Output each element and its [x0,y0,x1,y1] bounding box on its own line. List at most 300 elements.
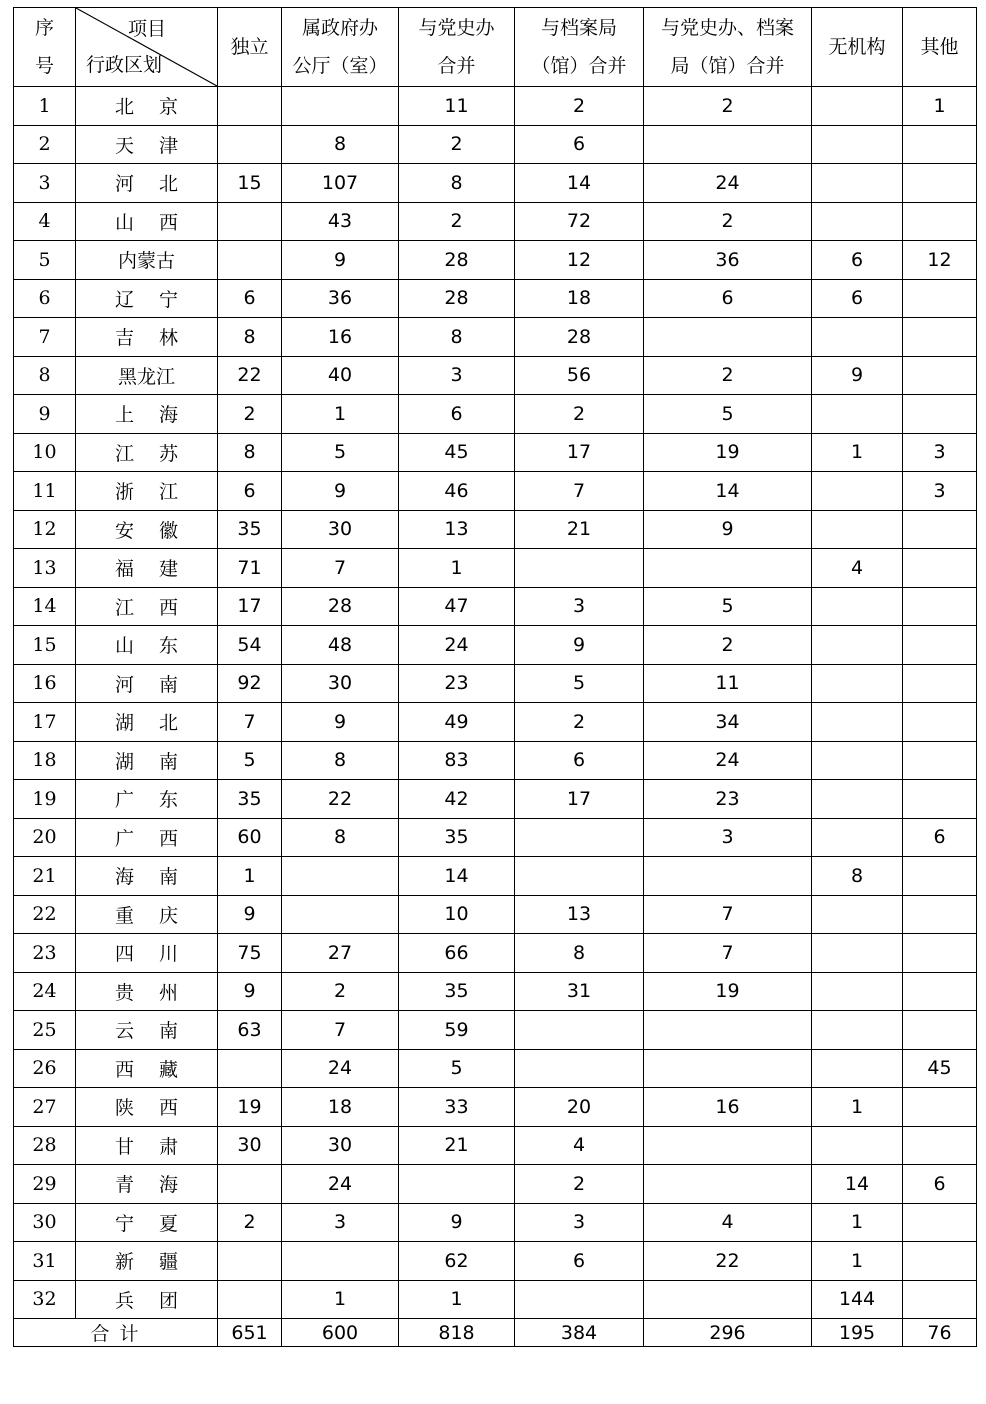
row-index: 23 [14,934,76,973]
table-row [14,241,977,280]
header-col-archives-line1: 与档案局 [540,17,617,39]
row-value-cell: 15 [218,164,282,203]
row-value-cell [515,818,644,857]
row-value-cell [282,895,399,934]
row-region: 海 南 [76,857,218,896]
header-col-no-agency [812,8,903,87]
row-value-cell: 4 [644,1203,812,1242]
table-row [14,1088,977,1127]
row-value-cell: 21 [399,1126,515,1165]
row-region: 宁 夏 [76,1203,218,1242]
total-label: 合 计 [14,1319,218,1347]
row-value-cell: 71 [218,549,282,588]
header-col-gov-office [282,8,399,87]
row-region: 甘 肃 [76,1126,218,1165]
row-value-cell [812,780,903,819]
row-index: 5 [14,241,76,280]
row-value-cell: 1 [399,1280,515,1319]
row-region: 北 京 [76,87,218,126]
table-row [14,664,977,703]
header-col-party-history-line2: 合并 [437,55,476,77]
row-value-cell: 75 [218,934,282,973]
row-value-cell [812,164,903,203]
row-value-cell: 36 [282,279,399,318]
row-value-cell: 16 [644,1088,812,1127]
row-value-cell: 45 [399,433,515,472]
row-value-cell: 2 [515,395,644,434]
row-region: 吉 林 [76,318,218,357]
row-value-cell [903,1088,977,1127]
table-row [14,1011,977,1050]
row-value-cell: 1 [218,857,282,896]
row-value-cell: 14 [515,164,644,203]
row-value-cell: 1 [812,1088,903,1127]
row-value-cell [903,934,977,973]
total-cell: 195 [812,1319,903,1347]
row-value-cell [812,1126,903,1165]
row-index: 12 [14,510,76,549]
row-value-cell [515,1280,644,1319]
row-value-cell [218,241,282,280]
row-value-cell [218,1165,282,1204]
row-value-cell [218,125,282,164]
row-value-cell: 30 [218,1126,282,1165]
row-index: 20 [14,818,76,857]
row-value-cell: 6 [515,741,644,780]
row-index: 15 [14,626,76,665]
total-cell: 651 [218,1319,282,1347]
row-value-cell [812,87,903,126]
row-value-cell: 60 [218,818,282,857]
row-region: 贵 州 [76,972,218,1011]
header-diagonal-cell [76,8,218,87]
row-value-cell: 3 [903,472,977,511]
header-col-gov-office-line2: 公厅（室） [292,55,388,77]
row-value-cell: 63 [218,1011,282,1050]
row-value-cell: 23 [399,664,515,703]
row-value-cell: 46 [399,472,515,511]
row-region: 湖 南 [76,741,218,780]
row-value-cell: 27 [282,934,399,973]
table-row [14,125,977,164]
row-value-cell: 18 [282,1088,399,1127]
row-value-cell [903,279,977,318]
row-value-cell [812,395,903,434]
table-row [14,972,977,1011]
table-row [14,549,977,588]
table-row [14,87,977,126]
row-value-cell [812,626,903,665]
row-value-cell: 2 [218,1203,282,1242]
row-region: 山 东 [76,626,218,665]
row-value-cell: 54 [218,626,282,665]
row-value-cell [515,1049,644,1088]
row-value-cell [515,1011,644,1050]
header-col-party-history-line1: 与党史办 [418,17,495,39]
row-value-cell [903,626,977,665]
row-index: 9 [14,395,76,434]
row-value-cell [218,1242,282,1281]
row-region: 四 川 [76,934,218,973]
row-value-cell: 35 [218,780,282,819]
row-region: 黑龙江 [76,356,218,395]
row-value-cell [812,125,903,164]
row-value-cell: 1 [812,1242,903,1281]
row-value-cell [903,587,977,626]
table-row [14,1203,977,1242]
row-value-cell: 24 [282,1165,399,1204]
row-value-cell: 7 [282,549,399,588]
total-cell: 818 [399,1319,515,1347]
row-value-cell [812,818,903,857]
row-value-cell [903,202,977,241]
row-value-cell: 92 [218,664,282,703]
row-index: 2 [14,125,76,164]
row-value-cell: 62 [399,1242,515,1281]
row-value-cell: 5 [644,395,812,434]
row-value-cell: 22 [282,780,399,819]
row-value-cell: 19 [644,972,812,1011]
row-value-cell: 2 [218,395,282,434]
row-value-cell: 9 [282,241,399,280]
row-value-cell: 22 [218,356,282,395]
table-row [14,780,977,819]
row-value-cell [812,1049,903,1088]
row-index: 31 [14,1242,76,1281]
row-value-cell: 49 [399,703,515,742]
row-value-cell: 6 [218,472,282,511]
table-row [14,1165,977,1204]
row-value-cell: 1 [812,1203,903,1242]
row-value-cell [903,780,977,819]
row-value-cell [903,664,977,703]
row-value-cell: 3 [644,818,812,857]
table-row [14,510,977,549]
row-value-cell [812,202,903,241]
row-value-cell: 6 [399,395,515,434]
row-region: 内蒙古 [76,241,218,280]
row-value-cell: 2 [399,202,515,241]
row-region: 福 建 [76,549,218,588]
row-value-cell [903,356,977,395]
row-value-cell: 33 [399,1088,515,1127]
row-value-cell: 28 [399,279,515,318]
row-value-cell: 6 [644,279,812,318]
row-value-cell: 7 [515,472,644,511]
header-col-other-text: 其他 [920,36,959,58]
row-region: 天 津 [76,125,218,164]
row-value-cell: 16 [282,318,399,357]
row-value-cell: 2 [644,202,812,241]
row-value-cell: 8 [812,857,903,896]
row-value-cell: 3 [399,356,515,395]
row-value-cell: 43 [282,202,399,241]
header-seq-line1: 序 [34,17,54,39]
row-value-cell: 2 [515,1165,644,1204]
row-value-cell: 18 [515,279,644,318]
row-value-cell: 45 [903,1049,977,1088]
header-col-party-archives-line1: 与党史办、档案 [660,17,794,39]
row-value-cell [644,1049,812,1088]
row-value-cell [282,87,399,126]
row-value-cell: 34 [644,703,812,742]
row-value-cell: 6 [903,1165,977,1204]
row-value-cell [218,202,282,241]
total-row [14,1319,977,1347]
row-value-cell: 2 [644,87,812,126]
row-value-cell: 31 [515,972,644,1011]
row-value-cell: 9 [515,626,644,665]
row-value-cell: 22 [644,1242,812,1281]
row-value-cell: 17 [218,587,282,626]
header-row [14,8,977,87]
row-value-cell: 5 [218,741,282,780]
row-value-cell: 14 [812,1165,903,1204]
row-value-cell: 1 [282,1280,399,1319]
row-value-cell [644,1165,812,1204]
row-value-cell: 42 [399,780,515,819]
table-row [14,164,977,203]
row-index: 10 [14,433,76,472]
header-col-independent-text: 独立 [230,36,269,58]
row-value-cell: 8 [399,318,515,357]
row-region: 辽 宁 [76,279,218,318]
row-index: 13 [14,549,76,588]
row-index: 29 [14,1165,76,1204]
row-value-cell: 14 [644,472,812,511]
row-value-cell: 13 [515,895,644,934]
row-region: 安 徽 [76,510,218,549]
row-value-cell [812,472,903,511]
row-value-cell: 8 [282,125,399,164]
row-value-cell [644,125,812,164]
row-value-cell: 30 [282,510,399,549]
row-value-cell: 10 [399,895,515,934]
row-value-cell [903,1011,977,1050]
table-row [14,1280,977,1319]
row-region: 重 庆 [76,895,218,934]
row-value-cell [903,1126,977,1165]
table-row [14,433,977,472]
row-value-cell: 56 [515,356,644,395]
header-col-independent [218,8,282,87]
row-value-cell: 20 [515,1088,644,1127]
row-value-cell: 8 [399,164,515,203]
row-value-cell: 17 [515,780,644,819]
row-value-cell [903,510,977,549]
row-value-cell [515,857,644,896]
row-index: 28 [14,1126,76,1165]
row-value-cell [812,895,903,934]
row-index: 32 [14,1280,76,1319]
row-region: 上 海 [76,395,218,434]
header-col-party-archives-line2: 局（馆）合并 [670,55,785,77]
row-value-cell [812,587,903,626]
row-value-cell [218,1280,282,1319]
row-value-cell [903,703,977,742]
row-value-cell [218,1049,282,1088]
row-value-cell: 40 [282,356,399,395]
row-value-cell: 24 [644,164,812,203]
row-value-cell: 9 [399,1203,515,1242]
row-value-cell [282,857,399,896]
row-value-cell: 107 [282,164,399,203]
row-value-cell: 36 [644,241,812,280]
row-value-cell: 9 [282,703,399,742]
row-value-cell: 1 [903,87,977,126]
table-row [14,934,977,973]
row-index: 8 [14,356,76,395]
row-value-cell [644,549,812,588]
row-region: 新 疆 [76,1242,218,1281]
row-region: 云 南 [76,1011,218,1050]
table-row [14,318,977,357]
row-value-cell [282,1242,399,1281]
row-region: 西 藏 [76,1049,218,1088]
table-row [14,1049,977,1088]
row-region: 江 苏 [76,433,218,472]
row-value-cell [644,857,812,896]
row-value-cell [903,857,977,896]
row-value-cell: 28 [399,241,515,280]
row-value-cell: 6 [515,125,644,164]
row-value-cell [903,1242,977,1281]
row-value-cell [812,664,903,703]
row-value-cell [812,703,903,742]
row-index: 16 [14,664,76,703]
header-col-other [903,8,977,87]
table-row [14,1242,977,1281]
row-value-cell [812,934,903,973]
row-value-cell [812,741,903,780]
row-value-cell: 47 [399,587,515,626]
row-value-cell: 11 [644,664,812,703]
table-row [14,857,977,896]
row-index: 18 [14,741,76,780]
header-col-party-history [399,8,515,87]
table-row [14,1126,977,1165]
row-index: 27 [14,1088,76,1127]
row-value-cell [644,318,812,357]
row-value-cell: 3 [515,1203,644,1242]
row-value-cell [903,1280,977,1319]
row-value-cell: 8 [515,934,644,973]
row-value-cell [903,741,977,780]
row-value-cell: 3 [282,1203,399,1242]
row-value-cell [903,125,977,164]
table-row [14,587,977,626]
row-value-cell [812,972,903,1011]
row-value-cell: 1 [812,433,903,472]
row-value-cell: 4 [515,1126,644,1165]
row-region: 山 西 [76,202,218,241]
row-value-cell: 3 [515,587,644,626]
row-index: 30 [14,1203,76,1242]
row-index: 11 [14,472,76,511]
row-region: 河 南 [76,664,218,703]
row-value-cell: 9 [812,356,903,395]
table-row [14,818,977,857]
row-value-cell: 48 [282,626,399,665]
row-region: 广 东 [76,780,218,819]
row-region: 湖 北 [76,703,218,742]
row-value-cell [812,1011,903,1050]
row-value-cell: 4 [812,549,903,588]
table-row [14,395,977,434]
row-value-cell: 9 [282,472,399,511]
row-value-cell: 23 [644,780,812,819]
row-index: 6 [14,279,76,318]
row-value-cell: 6 [812,241,903,280]
row-value-cell [399,1165,515,1204]
row-value-cell: 6 [903,818,977,857]
row-value-cell: 5 [515,664,644,703]
row-value-cell: 13 [399,510,515,549]
header-seq-line2: 号 [34,55,54,77]
row-value-cell: 9 [644,510,812,549]
row-value-cell: 59 [399,1011,515,1050]
row-value-cell: 8 [218,433,282,472]
row-value-cell: 21 [515,510,644,549]
row-value-cell: 19 [218,1088,282,1127]
row-value-cell [903,972,977,1011]
row-value-cell: 6 [218,279,282,318]
row-value-cell [903,164,977,203]
header-col-party-archives [644,8,812,87]
row-value-cell: 66 [399,934,515,973]
row-value-cell [903,1203,977,1242]
row-value-cell: 17 [515,433,644,472]
row-value-cell: 24 [282,1049,399,1088]
header-col-no-agency-text: 无机构 [828,36,886,58]
row-value-cell [903,395,977,434]
total-cell: 600 [282,1319,399,1347]
header-region-label: 行政区划 [86,54,163,76]
row-value-cell: 3 [903,433,977,472]
row-value-cell [903,895,977,934]
header-col-archives-line2: （馆）合并 [531,55,627,77]
row-value-cell: 19 [644,433,812,472]
row-value-cell: 2 [515,87,644,126]
row-index: 19 [14,780,76,819]
row-index: 1 [14,87,76,126]
row-region: 青 海 [76,1165,218,1204]
row-value-cell [812,510,903,549]
row-value-cell: 35 [399,972,515,1011]
header-item-label: 项目 [128,18,167,40]
row-value-cell: 8 [282,818,399,857]
table-row [14,895,977,934]
row-value-cell: 8 [218,318,282,357]
table-body [14,87,977,1319]
row-value-cell [644,1280,812,1319]
row-value-cell: 14 [399,857,515,896]
row-index: 24 [14,972,76,1011]
row-value-cell: 12 [515,241,644,280]
row-value-cell: 7 [218,703,282,742]
row-index: 4 [14,202,76,241]
row-value-cell: 72 [515,202,644,241]
row-value-cell: 30 [282,664,399,703]
header-seq [14,8,76,87]
stats-table [13,7,977,1347]
row-index: 25 [14,1011,76,1050]
row-value-cell [812,318,903,357]
row-value-cell: 9 [218,895,282,934]
row-index: 7 [14,318,76,357]
row-value-cell: 28 [515,318,644,357]
row-value-cell: 28 [282,587,399,626]
